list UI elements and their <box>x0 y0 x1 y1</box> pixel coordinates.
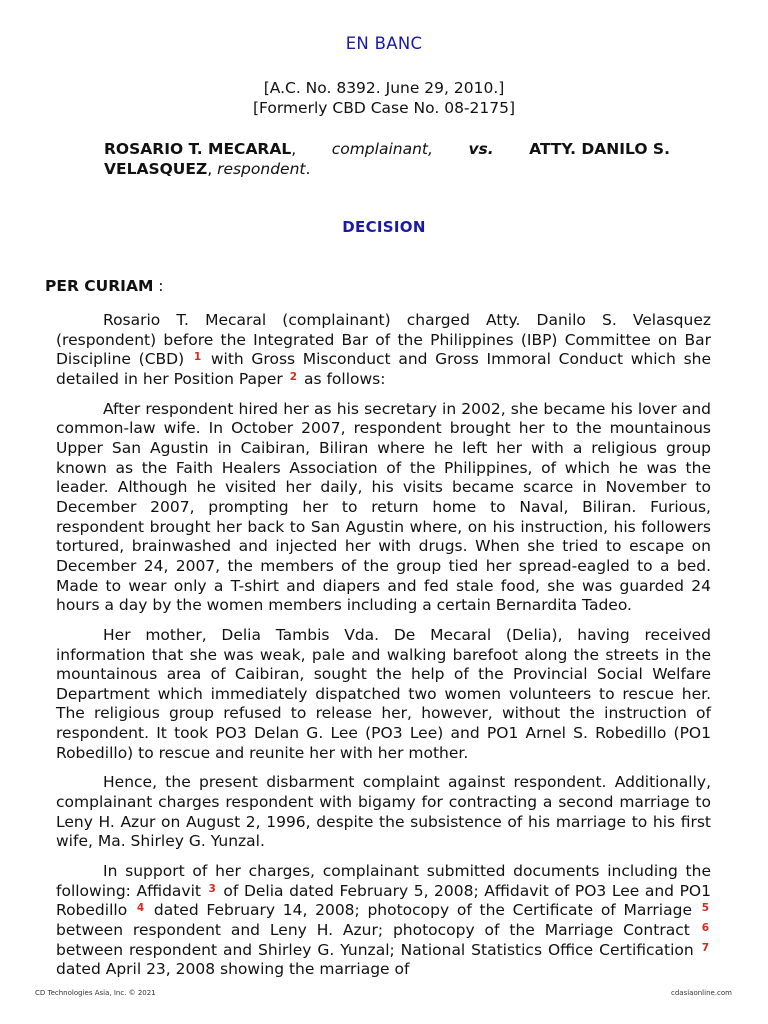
respondent-role: respondent <box>217 160 306 178</box>
former-case-number: [Formerly CBD Case No. 08-2175] <box>252 98 516 117</box>
paragraph-1: Rosario T. Mecaral (complainant) charged Atty. Danilo S. Velasquez (respondent) before the Integrated Bar of the Philippines (IBP) Committee on Bar Discipline (CBD) $^1$ with Gross Misconduct and Gross Immoral Conduct which she detailed in her Position Paper $^2$ as follows: <box>56 311 712 388</box>
footnote-ref-1[interactable]: 1 <box>193 351 202 364</box>
case-parties <box>104 139 670 179</box>
case-number: [A.C. No. 8392. June 29, 2010.] <box>263 79 505 97</box>
paragraph-2: After respondent hired her as his secretary in 2002, she became his lover and common-law wife. In October 2007, respondent brought her to the mountainous Upper San Agustin in Caibiran, Biliran where he left her with a religious group known as the Faith Healers Association of the Philippines, of which he was the leader. Although he visited her daily, his visits became scarce in November to December 2007, prompting her to return home to Naval, Biliran. Furious, respondent brought her back to San Agustin where, on his instruction, his followers tortured, brainwashed and injected her with drugs. When she tried to escape on December 24, 2007, the members of the group tied her spread-eagled to a bed. Made to wear only a T-shirt and diapers and fed stale food, she was guarded 24 hours a day by the women members including a certain Bernardita Tadeo. <box>56 399 711 615</box>
footnote-ref-6[interactable]: 6 <box>701 922 709 935</box>
decision-body <box>56 311 711 990</box>
respondent-name-part2: VELASQUEZ <box>104 160 208 178</box>
footnote-ref-2[interactable]: 2 <box>289 370 298 383</box>
paragraph-5: In support of her charges, complainant submitted documents including the following: Affidavit $^3$ of Delia dated February 5, 2008; Affidavit of PO3 Lee and PO1 Robedillo $^4$ dated February 14, 2008; photocopy of the Certificate of Marriage $^5$ between respondent and Leny H. Azur; photocopy of the Marriage Contract $^6$ between respondent and Shirley G. Yunzal; National Statistics Office Certification $^7$ dated April 23, 2008 showing the marriage of <box>56 862 711 979</box>
footer-website: cdasiaonline.com <box>671 989 732 997</box>
complainant-block: ROSARIO T. MECARAL, <box>104 140 297 158</box>
complainant-name: ROSARIO T. MECARAL <box>104 140 292 158</box>
decision-heading: DECISION <box>342 218 426 236</box>
respondent-name-part1: ATTY. DANILO S. <box>529 140 670 158</box>
court-division: EN BANC <box>345 34 423 53</box>
footer-copyright: CD Technologies Asia, Inc. © 2021 <box>35 989 156 997</box>
footnote-ref-4[interactable]: 4 <box>136 902 145 915</box>
versus: vs. <box>468 140 494 158</box>
per-curiam-label: PER CURIAM <box>45 277 154 295</box>
parties-line-2: VELASQUEZ, respondent. <box>104 160 311 178</box>
footnote-ref-3[interactable]: 3 <box>208 882 216 895</box>
complainant-role: complainant, <box>331 140 433 158</box>
case-number-block <box>0 79 768 118</box>
paragraph-3: Her mother, Delia Tambis Vda. De Mecaral (Delia), having received information that she was weak, pale and walking barefoot along the streets in the mountainous area of Caibiran, sought the help of the Provincial Social Welfare Department which immediately dispatched two women volunteers to rescue her. The religious group refused to release her, however, without the instruction of respondent. It took PO3 Delan G. Lee (PO3 Lee) and PO1 Arnel S. Robedillo (PO1 Robedillo) to rescue and reunite her with her mother. <box>56 625 711 762</box>
footnote-ref-5[interactable]: 5 <box>701 902 709 915</box>
per-curiam-heading: PER CURIAM : <box>45 277 164 295</box>
parties-line-1 <box>104 139 670 159</box>
footnote-ref-7[interactable]: 7 <box>701 941 709 954</box>
paragraph-4: Hence, the present disbarment complaint against respondent. Additionally, complainant charges respondent with bigamy for contracting a second marriage to Leny H. Azur on August 2, 1996, despite the subsistence of his marriage to his first wife, Ma. Shirley G. Yunzal. <box>56 773 711 851</box>
